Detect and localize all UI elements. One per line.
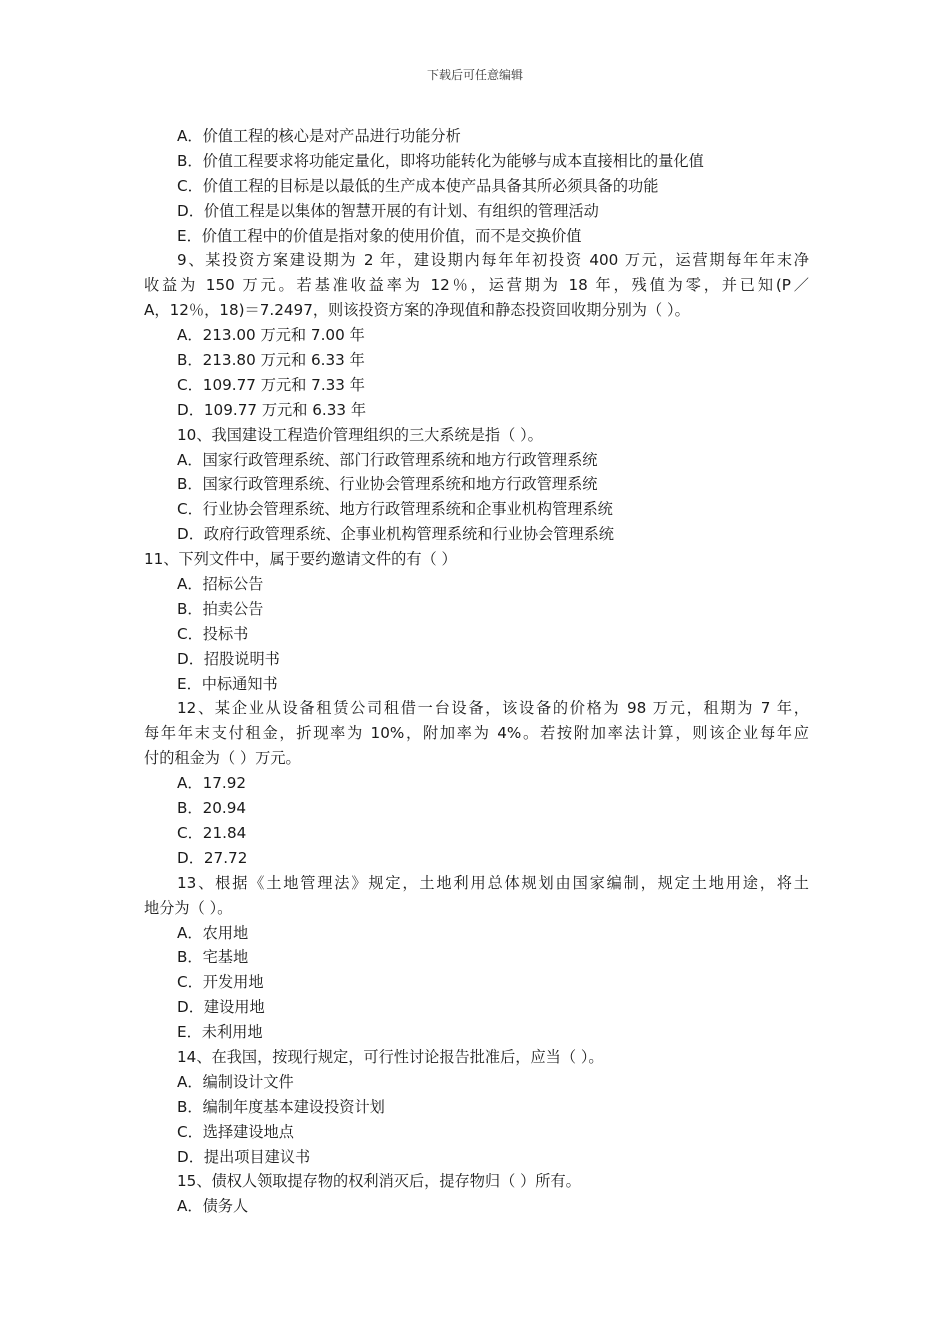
option-line: D．提出项目建议书 — [177, 1147, 311, 1166]
question-line: 12、某企业从设备租赁公司租借一台设备，该设备的价格为 98 万元，租期为 7 年， — [177, 699, 809, 718]
page-header: 下载后可任意编辑 — [426, 68, 523, 82]
option-line: E．中标通知书 — [177, 674, 278, 693]
question-line: 9、某投资方案建设期为 2 年，建设期内每年年初投资 400 万元，运营期每年年末净 — [177, 251, 809, 270]
option-line: D．招股说明书 — [177, 649, 280, 668]
option-line: A．价值工程的核心是对产品进行功能分析 — [177, 127, 461, 145]
option-line: A．农用地 — [177, 923, 249, 942]
option-line: D．109.77 万元和 6.33 年 — [177, 400, 367, 419]
question-line: 13、根据《土地管理法》规定，土地利用总体规划由国家编制，规定土地用途，将土 — [177, 873, 809, 892]
option-line: C．开发用地 — [177, 973, 264, 992]
question-line: 10、我国建设工程造价管理组织的三大系统是指（ ）。 — [177, 425, 543, 444]
question-line: 14、在我国，按现行规定，可行性讨论报告批准后，应当（ ）。 — [177, 1047, 604, 1066]
option-line: D．政府行政管理系统、企事业机构管理系统和行业协会管理系统 — [177, 525, 614, 544]
question-line: 每年年末支付租金，折现率为 10%，附加率为 4%。若按附加率法计算，则该企业每年应 — [144, 724, 809, 743]
option-line: C．109.77 万元和 7.33 年 — [177, 375, 365, 394]
option-line: A．编制设计文件 — [177, 1072, 294, 1091]
option-line: B．20.94 — [177, 799, 247, 818]
option-line: C．行业协会管理系统、地方行政管理系统和企事业机构管理系统 — [177, 500, 613, 519]
option-line: E．未利用地 — [177, 1023, 263, 1042]
option-line: D．27.72 — [177, 848, 248, 867]
question-line: 11、下列文件中，属于要约邀请文件的有（ ） — [144, 550, 457, 569]
option-line: B．编制年度基本建设投资计划 — [177, 1097, 385, 1116]
option-line: B．213.80 万元和 6.33 年 — [177, 351, 365, 370]
option-line: B．国家行政管理系统、行业协会管理系统和地方行政管理系统 — [177, 475, 598, 494]
option-line: C．投标书 — [177, 624, 249, 643]
option-line: D．建设用地 — [177, 998, 265, 1017]
option-line: A．债务人 — [177, 1197, 249, 1216]
question-line: A，12％，18)＝7.2497，则该投资方案的净现值和静态投资回收期分别为（ ）。 — [144, 301, 690, 320]
question-line: 付的租金为（ ）万元。 — [144, 749, 301, 768]
option-line: C．选择建设地点 — [177, 1122, 294, 1141]
option-line: A．招标公告 — [177, 575, 264, 594]
option-line: A．17.92 — [177, 774, 247, 793]
option-line: C．价值工程的目标是以最低的生产成本使产品具备其所必须具备的功能 — [177, 176, 659, 195]
option-line: B．价值工程要求将功能定量化，即将功能转化为能够与成本直接相比的量化值 — [177, 151, 704, 170]
option-line: A．国家行政管理系统、部门行政管理系统和地方行政管理系统 — [177, 450, 598, 469]
option-line: C．21.84 — [177, 823, 247, 842]
option-line: B．拍卖公告 — [177, 599, 264, 618]
question-line: 收益为 150 万元。若基准收益率为 12％，运营期为 18 年，残值为零，并已知(P／ — [144, 276, 809, 295]
option-line: D．价值工程是以集体的智慧开展的有计划、有组织的管理活动 — [177, 201, 599, 220]
option-line: A．213.00 万元和 7.00 年 — [177, 326, 365, 345]
question-line: 15、债权人领取提存物的权利消灭后，提存物归（ ）所有。 — [177, 1172, 581, 1191]
option-line: E．价值工程中的价值是指对象的使用价值，而不是交换价值 — [177, 226, 582, 245]
question-line: 地分为（ ）。 — [144, 898, 233, 917]
document-body — [144, 124, 809, 1219]
option-line: B．宅基地 — [177, 948, 249, 967]
